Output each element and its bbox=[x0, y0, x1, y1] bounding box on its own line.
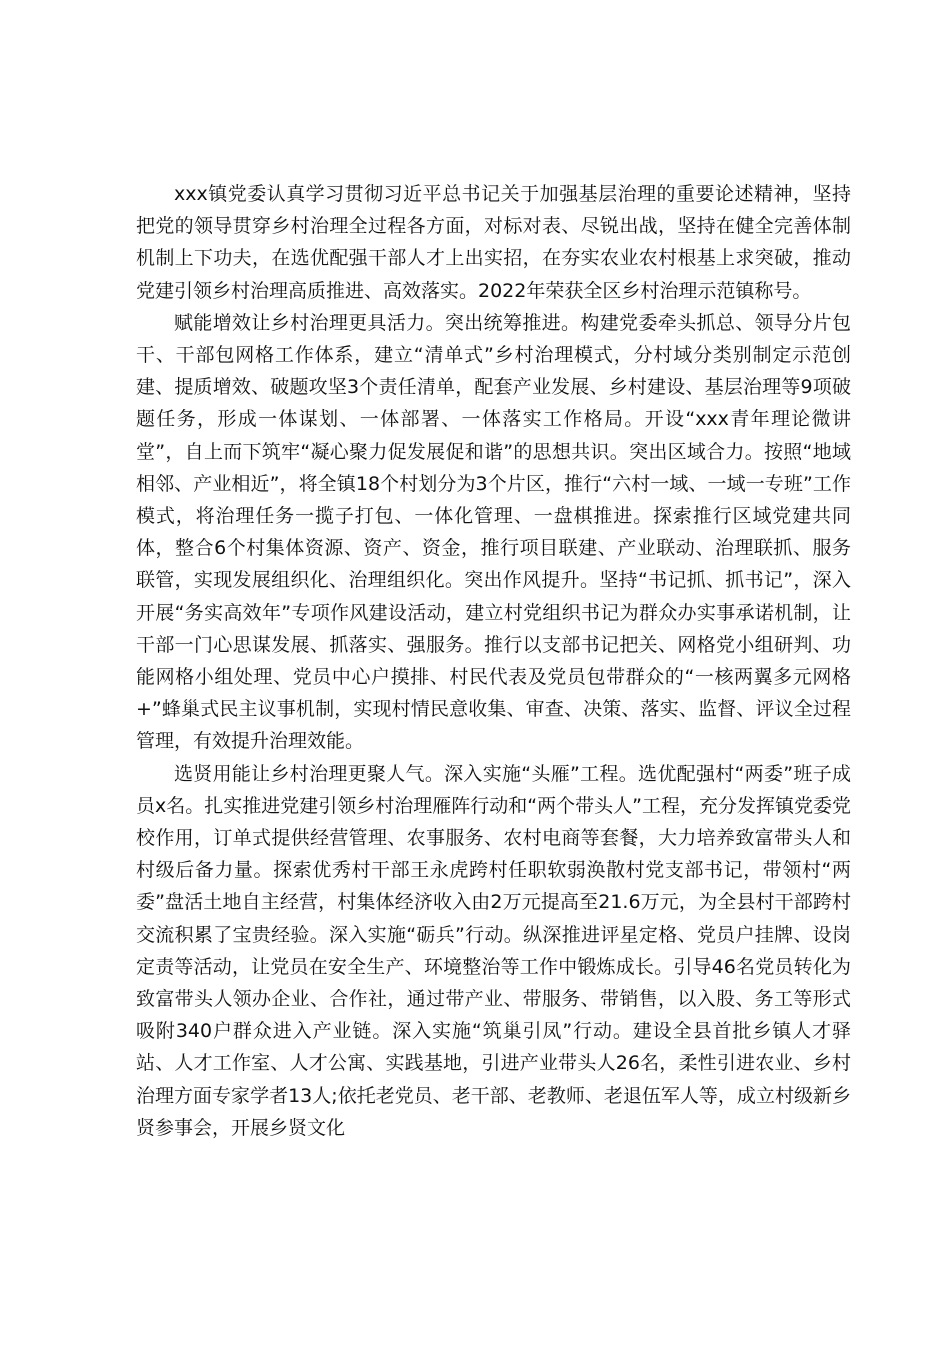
paragraph-intro: xxx镇党委认真学习贯彻习近平总书记关于加强基层治理的重要论述精神，坚持把党的领导贯穿乡村治理全过程各方面，对标对表、尽锐出战，坚持在健全完善体制机制上下功夫，在选优配强干部人才上出实招，在夯实农业农村根基上求突破，推动党建引领乡村治理高质推进、高效落实。2022年荣获全区乡村治理示范镇称号。 bbox=[136, 183, 851, 302]
document-body bbox=[136, 178, 851, 1144]
paragraph-talent-selection: 选贤用能让乡村治理更聚人气。深入实施“头雁”工程。选优配强村“两委”班子成员x名。扎实推进党建引领乡村治理雁阵行动和“两个带头人”工程，充分发挥镇党委党校作用，订单式提供经营管理、农事服务、农村电商等套餐，大力培养致富带头人和村级后备力量。探索优秀村干部王永虎跨村任职软弱涣散村党支部书记，带领村“两委”盘活土地自主经营，村集体经济收入由2万元提高至21.6万元，为全县村干部跨村交流积累了宝贵经验。深入实施“砺兵”行动。纵深推进评星定格、党员户挂牌、设岗定责等活动，让党员在安全生产、环境整治等工作中锻炼成长。引导46名党员转化为致富带头人领办企业、合作社，通过带产业、带服务、带销售，以入股、务工等形式吸附340户群众进入产业链。深入实施“筑巢引凤”行动。建设全县首批乡镇人才驿站、人才工作室、人才公寓、实践基地，引进产业带头人26名，柔性引进农业、乡村治理方面专家学者13人;依托老党员、老干部、老教师、老退伍军人等，成立村级新乡贤参事会，开展乡贤文化 bbox=[136, 762, 851, 1139]
paragraph-empowerment: 赋能增效让乡村治理更具活力。突出统筹推进。构建党委牵头抓总、领导分片包干、干部包网格工作体系，建立“清单式”乡村治理模式，分村域分类别制定示范创建、提质增效、破题攻坚3个责任清单，配套产业发展、乡村建设、基层治理等9项破题任务，形成一体谋划、一体部署、一体落实工作格局。开设“xxx青年理论微讲堂”，自上而下筑牢“凝心聚力促发展促和谐”的思想共识。突出区域合力。按照“地域相邻、产业相近”，将全镇18个村划分为3个片区，推行“六村一域、一域一专班”工作模式，将治理任务一揽子打包、一体化管理、一盘棋推进。探索推行区域党建共同体，整合6个村集体资源、资产、资金，推行项目联建、产业联动、治理联抓、服务联管，实现发展组织化、治理组织化。突出作风提升。坚持“书记抓、抓书记”，深入开展“务实高效年”专项作风建设活动，建立村党组织书记为群众办实事承诺机制，让干部一门心思谋发展、抓落实、强服务。推行以支部书记把关、网格党小组研判、功能网格小组处理、党员中心户摸排、村民代表及党员包带群众的“一核两翼多元网格+”蜂巢式民主议事机制，实现村情民意收集、审查、决策、落实、监督、评议全过程管理，有效提升治理效能。 bbox=[136, 311, 851, 753]
